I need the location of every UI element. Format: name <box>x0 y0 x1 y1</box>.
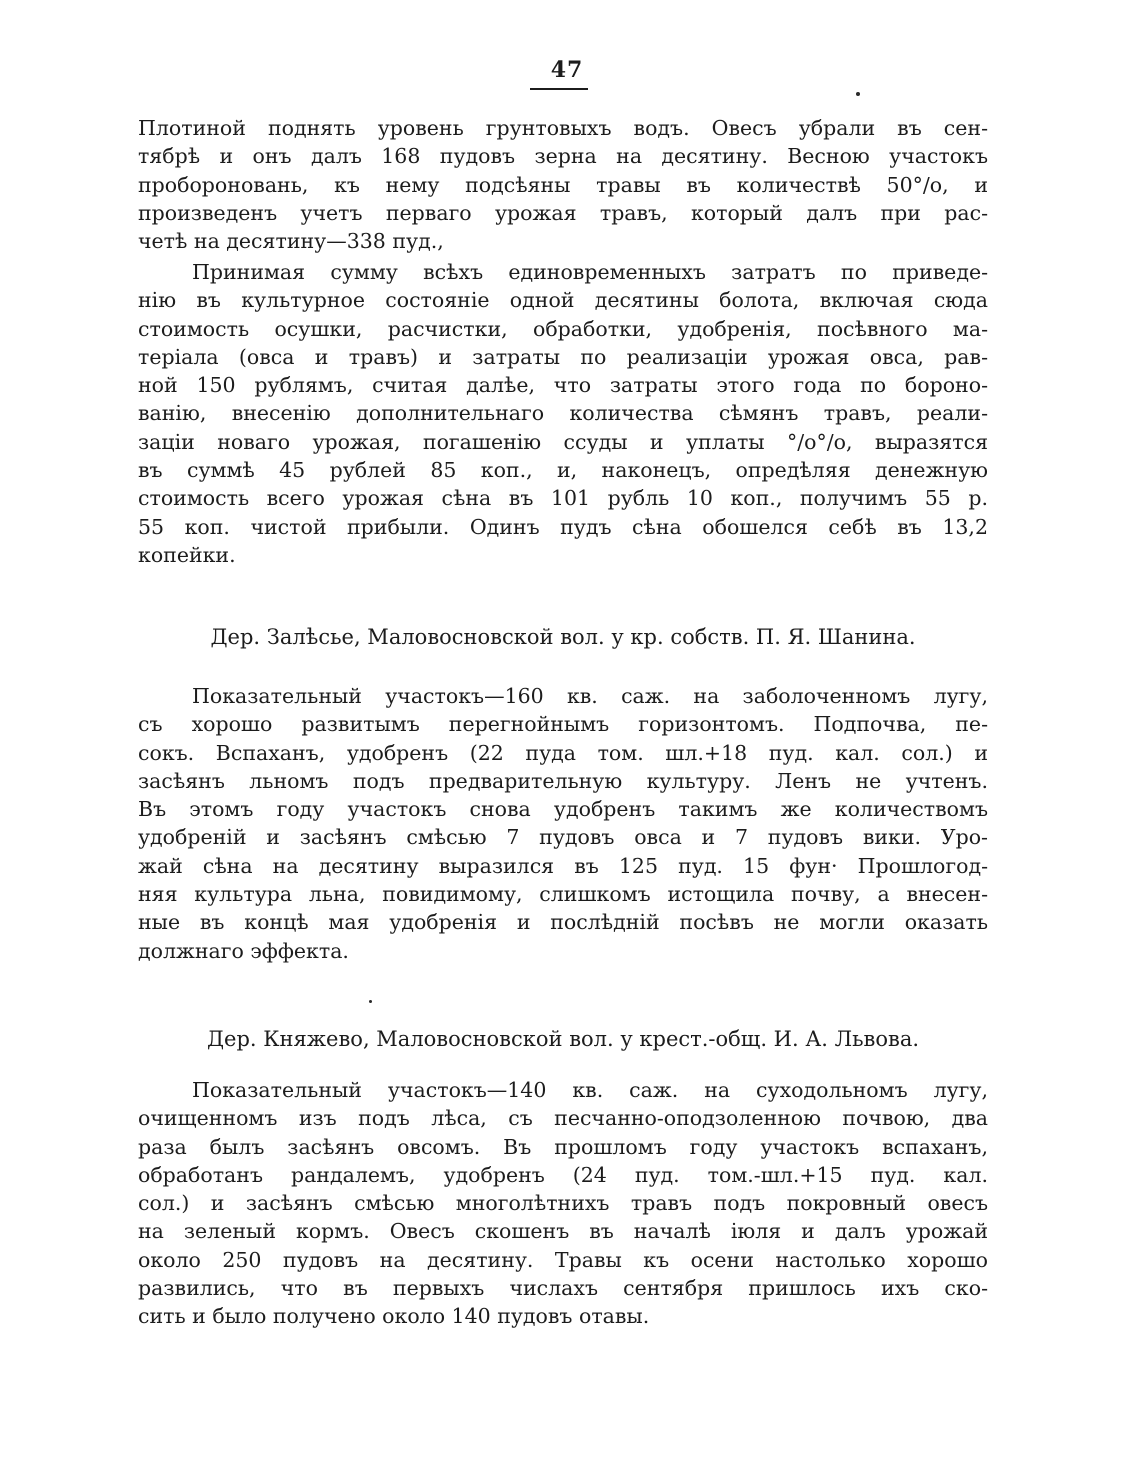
text-line: сокъ. Вспаханъ, удобренъ (22 пуда том. шл.+18 пуд. кал. сол.) и <box>138 740 988 765</box>
text-line: ванію, внесенію дополнительнаго количества сѣмянъ травъ, реали- <box>138 401 988 426</box>
text-line: Въ этомъ году участокъ снова удобренъ такимъ же количествомъ <box>138 797 988 822</box>
text-line: удобреній и засѣянъ смѣсью 7 пудовъ овса и 7 пудовъ вики. Уро- <box>138 825 988 850</box>
text-line: тябрѣ и онъ далъ 168 пудовъ зерна на десятину. Весною участокъ <box>138 144 988 169</box>
text-line: развились, что въ первыхъ числахъ сентября пришлось ихъ ско- <box>138 1276 988 1301</box>
text-line: стоимость всего урожая сѣна въ 101 рубль 10 коп., получимъ 55 р. <box>138 486 988 511</box>
section-heading-zalesye: Дер. Залѣсье, Маловосновской вол. у кр. собств. П. Я. Шанина. <box>210 625 916 649</box>
text-line: жай сѣна на десятину выразился въ 125 пуд. 15 фун· Прошлогод- <box>138 853 988 878</box>
text-line: заціи новаго урожая, погашенію ссуды и уплаты °/о°/о, выразятся <box>138 429 988 454</box>
page-number: 47 <box>550 57 584 83</box>
text-line: четѣ на десятину—338 пуд., <box>138 229 444 254</box>
text-line: ной 150 рублямъ, считая далѣе, что затраты этого года по бороно- <box>138 373 988 398</box>
text-line: очищенномъ изъ подъ лѣса, съ песчанно-оподзоленною почвою, два <box>138 1106 988 1131</box>
page-number-underline <box>530 88 588 90</box>
text-line: обработанъ рандалемъ, удобренъ (24 пуд. том.-шл.+15 пуд. кал. <box>138 1162 988 1187</box>
print-speck <box>856 92 860 96</box>
text-line: теріала (овса и травъ) и затраты по реализаціи урожая овса, рав- <box>138 344 988 369</box>
text-line: Плотиной поднять уровень грунтовыхъ водъ. Овесъ убрали въ сен- <box>138 116 988 140</box>
paragraph-knyazhevo <box>138 1076 988 1331</box>
text-line: нію въ культурное состояніе одной десятины болота, включая сюда <box>138 288 988 313</box>
paragraph-continuation <box>138 114 988 255</box>
text-line: произведенъ учетъ перваго урожая травъ, который далъ при рас- <box>138 200 988 225</box>
text-line: Показательный участокъ—160 кв. саж. на заболоченномъ лугу, <box>192 684 988 708</box>
text-line: около 250 пудовъ на десятину. Травы къ осени настолько хорошо <box>138 1247 988 1272</box>
text-line: въ суммѣ 45 рублей 85 коп., и, наконецъ, опредѣляя денежную <box>138 458 988 483</box>
section-heading-knyazhevo: Дер. Княжево, Маловосновской вол. у крест.-общ. И. А. Львова. <box>206 1027 920 1051</box>
text-line: на зеленый кормъ. Овесъ скошенъ въ началѣ іюля и далъ урожай <box>138 1219 988 1244</box>
text-line: Принимая сумму всѣхъ единовременныхъ затратъ по приведе- <box>192 260 988 284</box>
text-line: стоимость осушки, расчистки, обработки, удобренія, посѣвного ма- <box>138 316 988 341</box>
text-line: сить и было получено около 140 пудовъ отавы. <box>138 1304 650 1329</box>
paragraph-cost-calculation <box>138 258 988 569</box>
text-line: 55 коп. чистой прибыли. Одинъ пудъ сѣна обошелся себѣ въ 13,2 <box>138 514 988 539</box>
text-line: должнаго эффекта. <box>138 938 349 963</box>
text-line: ные въ концѣ мая удобренія и послѣдній посѣвъ не могли оказать <box>138 910 988 935</box>
text-line: сол.) и засѣянъ смѣсью многолѣтнихъ травъ подъ покровный овесъ <box>138 1191 988 1216</box>
text-line: раза былъ засѣянъ овсомъ. Въ прошломъ году участокъ вспаханъ, <box>138 1134 988 1159</box>
paragraph-zalesye <box>138 682 988 965</box>
print-speck <box>369 1000 372 1003</box>
text-line: съ хорошо развитымъ перегнойнымъ горизонтомъ. Подпочва, пе- <box>138 712 988 737</box>
text-line: засѣянъ льномъ подъ предварительную культуру. Ленъ не учтенъ. <box>138 768 988 793</box>
text-line: копейки. <box>138 542 236 567</box>
text-line: Показательный участокъ—140 кв. саж. на суходольномъ лугу, <box>192 1078 988 1102</box>
text-line: няя культура льна, повидимому, слишкомъ истощила почву, а внесен- <box>138 882 988 907</box>
text-line: пробороновань, къ нему подсѣяны травы въ количествѣ 50°/о, и <box>138 172 988 197</box>
